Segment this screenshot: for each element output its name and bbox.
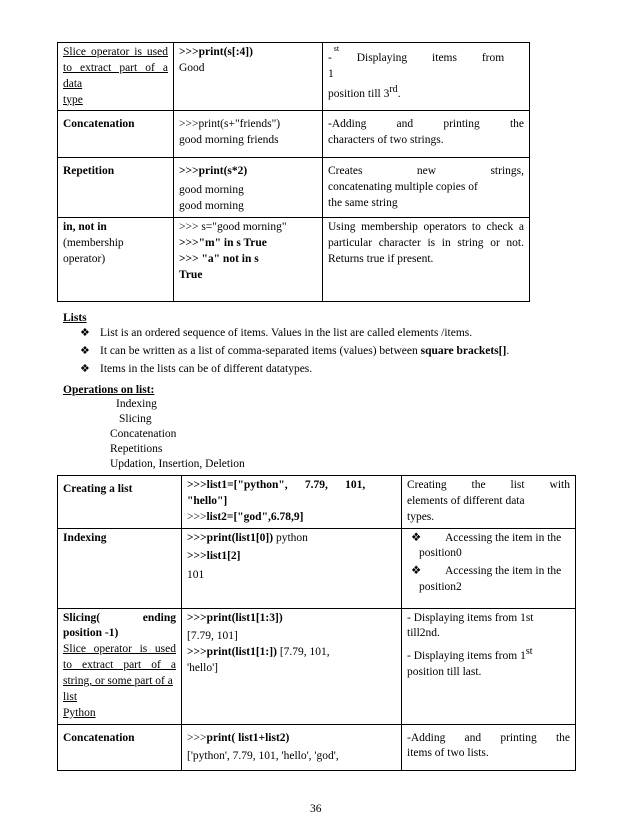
section-heading-operations: Operations on list: — [63, 384, 155, 396]
operation-item: Repetitions — [110, 443, 163, 455]
cell-text: Slice operator is used — [63, 46, 168, 58]
cell-text: particular character is in string or not. — [328, 236, 524, 249]
cell-text: Creating the list with — [407, 479, 570, 491]
code-text: >>> s="good morning" — [179, 221, 287, 234]
cell-text: to extract part of a — [63, 659, 176, 672]
code-text: >>>print(s[:4]) — [179, 46, 253, 58]
cell-text: Python — [63, 706, 96, 719]
table-row — [58, 476, 576, 529]
table-cell — [58, 218, 174, 302]
table-cell — [402, 608, 576, 724]
cell-text: list — [63, 690, 78, 703]
cell-text: the same string — [328, 197, 398, 210]
diamond-bullet-icon: ❖ — [411, 565, 422, 578]
table-cell — [182, 608, 402, 724]
cell-text: items of two lists. — [407, 747, 489, 760]
output-text: [7.79, 101] — [187, 630, 238, 643]
output-text: True — [179, 268, 203, 281]
cell-text: type — [63, 93, 83, 106]
table-cell — [323, 111, 530, 158]
lists-bullet-list — [80, 326, 600, 380]
cell-text: elements of different data — [407, 494, 525, 507]
table-cell — [402, 476, 576, 529]
diamond-bullet-icon: ❖ — [80, 362, 90, 375]
code-text: >>>print(list1[0]) python — [187, 531, 308, 544]
cell-text: string, or some part of a — [63, 675, 173, 688]
code-text: >>>print( list1+list2) — [187, 731, 290, 744]
code-text: >>>list1[2] — [187, 550, 241, 563]
cell-label: Repetition — [58, 158, 174, 218]
code-text: "hello"] — [187, 494, 228, 507]
cell-label: Slicing( ending — [63, 611, 176, 624]
cell-text: - Displaying items from 1st — [407, 646, 533, 663]
table-cell — [58, 608, 182, 724]
list-item: ❖ Accessing the item in the — [407, 531, 570, 547]
diamond-bullet-icon: ❖ — [80, 344, 90, 357]
cell-text: -Adding and printing the — [328, 118, 524, 131]
table-row — [58, 111, 530, 158]
cell-text: Slice operator is used — [63, 643, 176, 656]
cell-text: position till last. — [407, 665, 482, 678]
cell-label: Concatenation — [58, 724, 182, 770]
code-text: >>>list1=["python", 7.79, 101, — [187, 479, 366, 491]
operation-item: Updation, Insertion, Deletion — [110, 458, 245, 470]
cell-label: position -1) — [63, 627, 119, 640]
cell-text: to extract part of a — [63, 61, 168, 74]
code-text: >>>"m" in s True — [179, 236, 267, 249]
list-operations-table — [57, 475, 576, 771]
table-row — [58, 218, 530, 302]
operation-item: Concatenation — [110, 428, 177, 440]
table-cell — [182, 528, 402, 608]
code-text: >>> "a" not in s — [179, 252, 259, 265]
code-text: >>>print(s*2) — [179, 165, 248, 178]
output-text: good morning — [179, 184, 244, 197]
cell-text: types. — [407, 510, 435, 523]
table-cell — [182, 476, 402, 529]
table-cell — [174, 218, 323, 302]
output-text: good morning — [179, 200, 244, 213]
output-text: good morning friends — [179, 134, 279, 147]
table-row — [58, 608, 576, 724]
cell-text: data — [63, 77, 83, 90]
cell-text: position2 — [419, 581, 462, 594]
code-text: >>>print(list1[1:3]) — [187, 611, 283, 624]
table-cell — [174, 158, 323, 218]
output-text: Good — [179, 61, 205, 74]
table-cell — [402, 528, 576, 608]
diamond-bullet-icon: ❖ — [411, 531, 422, 544]
diamond-bullet-icon: ❖ — [80, 327, 90, 339]
table-row — [58, 158, 530, 218]
list-item: ❖ Accessing the item in the — [407, 564, 570, 580]
table-cell — [323, 218, 530, 302]
list-item: ❖ Items in the lists can be of different datatypes. — [80, 362, 600, 378]
cell-text: Creates new strings, — [328, 165, 524, 178]
operation-item: Slicing — [119, 413, 152, 425]
page-number: 36 — [310, 803, 322, 815]
code-text: >>>list2=["god",6.78,9] — [187, 510, 304, 523]
code-text: >>>print(list1[1:]) [7.79, 101, — [187, 646, 330, 659]
table-cell — [174, 111, 323, 158]
code-text: >>>print(s+"friends") — [179, 118, 281, 131]
table-cell — [323, 158, 530, 218]
table-cell — [402, 724, 576, 770]
list-item: ❖ List is an ordered sequence of items. Values in the list are called elements /items. — [80, 326, 600, 342]
cell-label: Creating a list — [58, 476, 182, 529]
table-cell — [174, 43, 323, 111]
cell-text: -Adding and printing the — [407, 731, 570, 744]
table-cell — [182, 724, 402, 770]
table-row — [58, 528, 576, 608]
cell-text: - Displaying items from 1st — [407, 611, 534, 624]
operation-item: Indexing — [116, 398, 157, 410]
cell-text: characters of two strings. — [328, 134, 444, 147]
output-text: 'hello'] — [187, 662, 218, 675]
cell-label: Indexing — [58, 528, 182, 608]
displaying-range-text: - Displaying items from 1 st position till 3rd. — [328, 44, 505, 100]
table-row — [58, 724, 576, 770]
cell-text: concatenating multiple copies of — [328, 181, 478, 194]
cell-text: Returns true if present. — [328, 252, 434, 265]
cell-text: Using membership operators to check a — [328, 221, 524, 234]
list-item: ❖ It can be written as a list of comma-separated items (values) between square brackets[]. — [80, 344, 600, 360]
section-heading-lists: Lists — [63, 312, 87, 324]
cell-label: in, not in (membership — [63, 221, 124, 249]
cell-text: till2nd. — [407, 627, 440, 640]
output-text: ['python', 7.79, 101, 'hello', 'god', — [187, 750, 339, 763]
cell-text: position0 — [419, 547, 462, 560]
output-text: 101 — [187, 569, 205, 582]
cell-text: operator) — [63, 252, 106, 265]
table-cell — [58, 43, 174, 111]
cell-label: Concatenation — [58, 111, 174, 158]
